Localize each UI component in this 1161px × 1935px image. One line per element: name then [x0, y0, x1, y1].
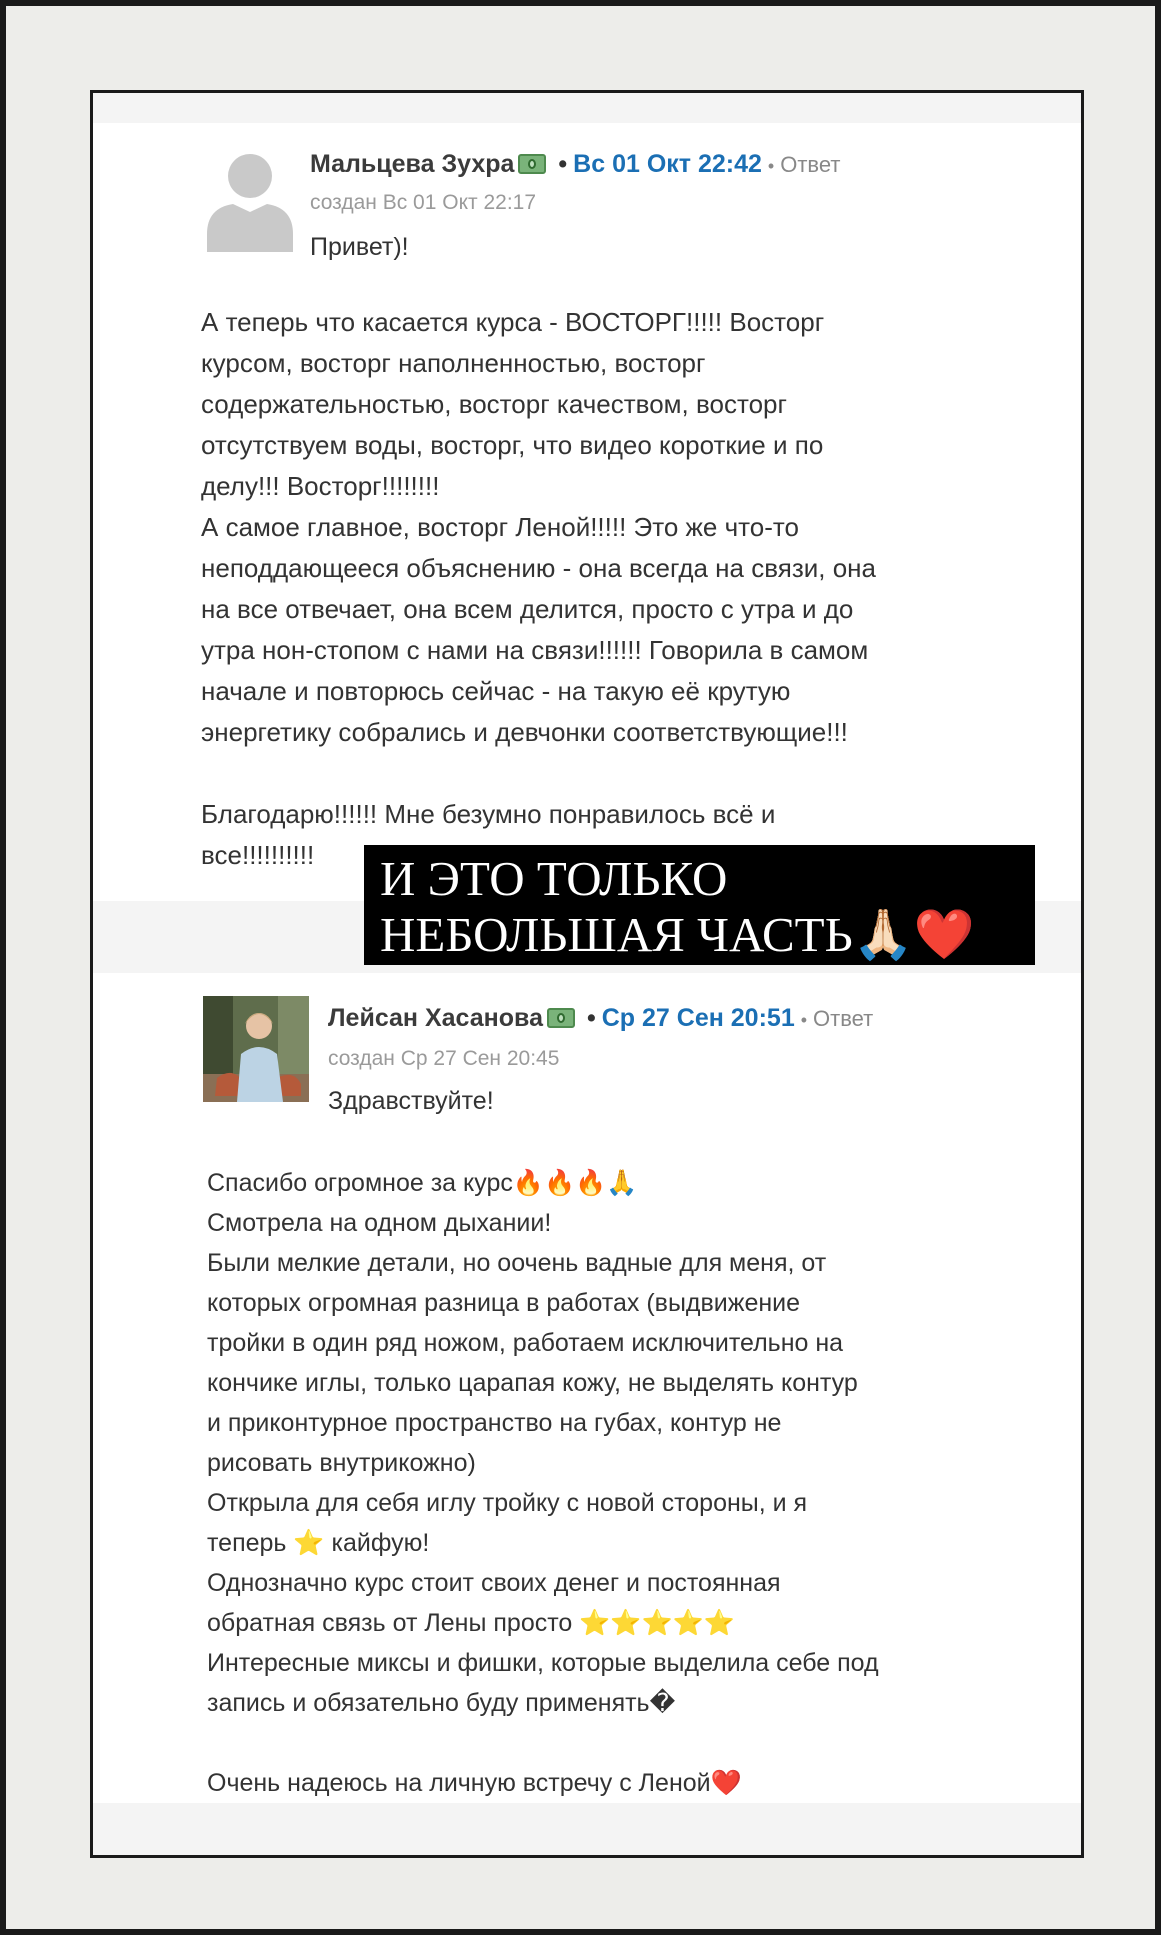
money-icon — [547, 1008, 575, 1028]
review-date-link[interactable]: Ср 27 Сен 20:51 — [601, 1004, 795, 1032]
author-name[interactable]: Мальцева Зухра — [310, 150, 515, 178]
user-photo-avatar[interactable] — [203, 996, 309, 1102]
reply-link[interactable]: Ответ — [813, 1006, 874, 1031]
review-body: Спасибо огромное за курс🔥🔥🔥🙏 Смотрела на одном дыхании! Были мелкие детали, но оочень вадные для меня, от которых огромная разница в работах (выдвижение тройки в один ряд ножом, работаем исключительно на кончике иглы, только царапая кожу, не выделять контур и приконтурное пространство на губах, контур не рисовать внутрикожно) Открыла для себя иглу тройку с новой стороны, и я теперь ⭐️ кайфую! Однозначно курс стоит своих денег и постоянная обратная связь от Лены просто ⭐️⭐️⭐️⭐️⭐️ Интересные миксы и фишки, которые выделила себе под запись и обязательно буду применять� Очень надеюсь на личную встречу с Леной❤️ — [207, 1169, 879, 1797]
praying-hands-icon: 🙏🏻 — [852, 907, 914, 962]
created-timestamp: создан Ср 27 Сен 20:45 — [328, 1047, 560, 1070]
money-icon — [518, 154, 546, 174]
review-2-header — [328, 1004, 873, 1033]
created-timestamp: создан Вс 01 Окт 22:17 — [310, 191, 537, 214]
banner-line-1: И ЭТО ТОЛЬКО — [380, 851, 728, 906]
review-date-link[interactable]: Вс 01 Окт 22:42 — [573, 150, 762, 178]
heart-icon: ❤️ — [913, 907, 975, 962]
review-greeting: Привет)! — [310, 233, 409, 261]
author-name[interactable]: Лейсан Хасанова — [328, 1004, 543, 1032]
separator-dot: • — [586, 1004, 596, 1032]
reviews-card — [90, 90, 1084, 1858]
banner-line-2: НЕБОЛЬШАЯ ЧАСТЬ — [380, 907, 853, 962]
default-user-avatar-icon[interactable] — [197, 146, 303, 252]
separator-dot: • — [800, 1010, 808, 1030]
review-greeting: Здравствуйте! — [328, 1087, 494, 1115]
reply-link[interactable]: Ответ — [780, 152, 841, 177]
review-1-header — [310, 150, 840, 179]
review-body: А теперь что касается курса - ВОСТОРГ!!!!! Восторг курсом, восторг наполненностью, восторг содержательностью, восторг качеством, восторг отсутствуем воды, восторг, что видео короткие и по делу!!! Восторг!!!!!!!! А самое главное, восторг Леной!!!!! Это же что-то неподдающееся объяснению - она всегда на связи, она на все отвечает, она всем делится, просто с утра и до утра нон-стопом с нами на связи!!!!!! Говорила в самом начале и повторюсь сейчас - на такую её крутую энергетику собрались и девчонки соответствующие!!! Благодарю!!!!!! Мне безумно понравилось всё и все!!!!!!!!!! — [201, 307, 876, 870]
separator-dot: • — [558, 150, 568, 178]
overlay-banner — [364, 845, 1035, 965]
separator-dot: • — [767, 156, 775, 176]
